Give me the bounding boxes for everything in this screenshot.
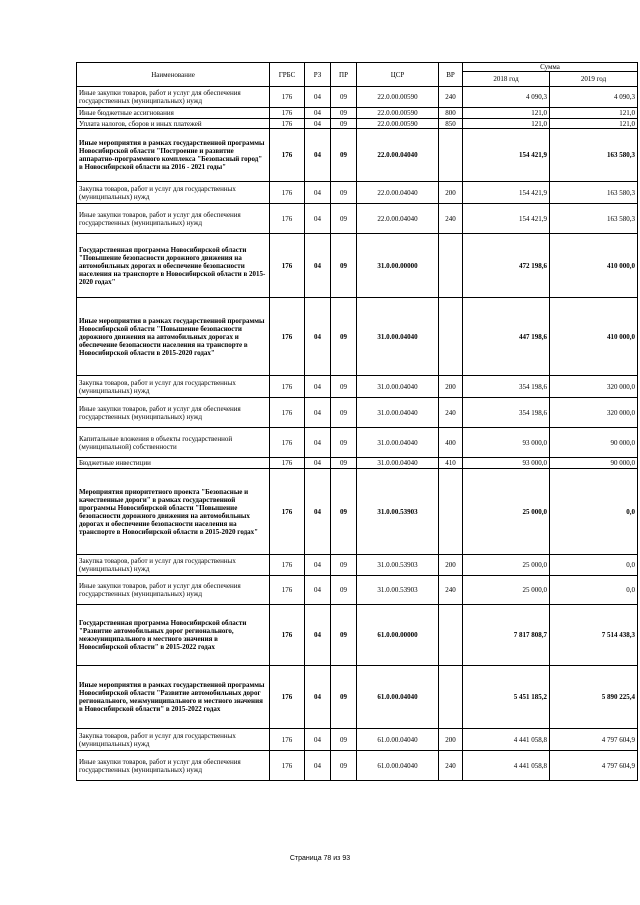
header-vr: ВР — [439, 63, 463, 87]
row-sum-2018: 154 421,9 — [463, 182, 550, 204]
row-sum-2019: 163 580,3 — [550, 204, 638, 234]
table-row — [77, 182, 638, 204]
row-name: Иные закупки товаров, работ и услуг для обеспечения государственных (муниципальных) нужд — [77, 398, 270, 428]
row-name: Иные бюджетные ассигнования — [77, 108, 270, 119]
table-row — [77, 666, 638, 729]
row-vr: 240 — [439, 87, 463, 108]
row-csr: 31.0.00.00000 — [357, 234, 439, 298]
row-vr — [439, 298, 463, 376]
row-vr: 200 — [439, 729, 463, 751]
row-sum-2018: 4 090,3 — [463, 87, 550, 108]
row-csr: 22.0.00.00590 — [357, 119, 439, 129]
row-sum-2019: 121,0 — [550, 119, 638, 129]
table-row — [77, 729, 638, 751]
row-pr: 09 — [331, 458, 357, 469]
row-sum-2019: 0,0 — [550, 555, 638, 576]
row-name: Мероприятия приоритетного проекта "Безопасные и качественные дороги" в рамках государственной программы Новосибирской области "Повышение безопасности дорожного движения на автомобильных дорогах и обеспечение безопасности населения на транспорте в Новосибирской области в 2015-2020 годах" — [77, 469, 270, 555]
row-sum-2019: 7 514 438,3 — [550, 605, 638, 666]
page-footer: Страница 78 из 93 — [289, 855, 351, 862]
table-row — [77, 605, 638, 666]
row-rz: 04 — [305, 751, 331, 781]
row-pr: 09 — [331, 666, 357, 729]
row-grbs: 176 — [270, 182, 305, 204]
row-sum-2019: 90 000,0 — [550, 428, 638, 458]
row-csr: 31.0.00.04040 — [357, 398, 439, 428]
row-name: Государственная программа Новосибирской области "Повышение безопасности дорожного движения на автомобильных дорогах и обеспечение безопасности населения на транспорте в Новосибирской области в 2015-2020 годах" — [77, 234, 270, 298]
row-sum-2019: 163 580,3 — [550, 182, 638, 204]
row-name: Капитальные вложения в объекты государственной (муниципальной) собственности — [77, 428, 270, 458]
table-row — [77, 555, 638, 576]
row-pr: 09 — [331, 398, 357, 428]
row-rz: 04 — [305, 87, 331, 108]
row-sum-2018: 93 000,0 — [463, 428, 550, 458]
table-row — [77, 234, 638, 298]
row-vr: 240 — [439, 398, 463, 428]
row-grbs: 176 — [270, 119, 305, 129]
row-sum-2018: 121,0 — [463, 119, 550, 129]
row-pr: 09 — [331, 182, 357, 204]
table-row — [77, 751, 638, 781]
row-rz: 04 — [305, 376, 331, 398]
row-pr: 09 — [331, 119, 357, 129]
row-vr — [439, 666, 463, 729]
row-sum-2018: 121,0 — [463, 108, 550, 119]
table-row — [77, 376, 638, 398]
row-vr: 200 — [439, 182, 463, 204]
row-name: Иные мероприятия в рамках государственной программы Новосибирской области "Развитие автомобильных дорог регионального, межмуниципального и местного значения в Новосибирской области" в 2015-2022 годах — [77, 666, 270, 729]
row-csr: 22.0.00.00590 — [357, 87, 439, 108]
row-rz: 04 — [305, 469, 331, 555]
row-pr: 09 — [331, 428, 357, 458]
row-name: Иные закупки товаров, работ и услуг для обеспечения государственных (муниципальных) нужд — [77, 87, 270, 108]
row-csr: 31.0.00.04040 — [357, 458, 439, 469]
table-row — [77, 204, 638, 234]
row-name: Бюджетные инвестиции — [77, 458, 270, 469]
row-sum-2019: 121,0 — [550, 108, 638, 119]
row-pr: 09 — [331, 129, 357, 182]
row-rz: 04 — [305, 119, 331, 129]
row-sum-2018: 25 000,0 — [463, 469, 550, 555]
table-row — [77, 119, 638, 129]
row-grbs: 176 — [270, 298, 305, 376]
row-rz: 04 — [305, 108, 331, 119]
row-sum-2019: 90 000,0 — [550, 458, 638, 469]
row-vr: 240 — [439, 751, 463, 781]
row-sum-2019: 0,0 — [550, 576, 638, 605]
table-row — [77, 108, 638, 119]
row-vr — [439, 234, 463, 298]
row-grbs: 176 — [270, 555, 305, 576]
row-grbs: 176 — [270, 666, 305, 729]
row-csr: 22.0.00.04040 — [357, 129, 439, 182]
row-rz: 04 — [305, 605, 331, 666]
row-csr: 31.0.00.53903 — [357, 469, 439, 555]
table-row — [77, 469, 638, 555]
row-rz: 04 — [305, 428, 331, 458]
row-name: Закупка товаров, работ и услуг для государственных (муниципальных) нужд — [77, 182, 270, 204]
row-grbs: 176 — [270, 469, 305, 555]
row-sum-2019: 4 090,3 — [550, 87, 638, 108]
row-csr: 31.0.00.53903 — [357, 576, 439, 605]
row-pr: 09 — [331, 605, 357, 666]
row-csr: 31.0.00.04040 — [357, 428, 439, 458]
row-grbs: 176 — [270, 376, 305, 398]
budget-table — [76, 62, 638, 781]
row-rz: 04 — [305, 729, 331, 751]
row-name: Иные закупки товаров, работ и услуг для обеспечения государственных (муниципальных) нужд — [77, 751, 270, 781]
row-name: Государственная программа Новосибирской области "Развитие автомобильных дорог регионального, межмуниципального и местного значения в Новосибирской области" в 2015-2022 годах — [77, 605, 270, 666]
row-grbs: 176 — [270, 87, 305, 108]
row-grbs: 176 — [270, 108, 305, 119]
row-pr: 09 — [331, 469, 357, 555]
row-name: Уплата налогов, сборов и иных платежей — [77, 119, 270, 129]
row-sum-2019: 0,0 — [550, 469, 638, 555]
row-csr: 22.0.00.04040 — [357, 182, 439, 204]
row-rz: 04 — [305, 555, 331, 576]
row-sum-2019: 5 890 225,4 — [550, 666, 638, 729]
row-rz: 04 — [305, 234, 331, 298]
row-csr: 61.0.00.04040 — [357, 666, 439, 729]
row-sum-2018: 354 198,6 — [463, 376, 550, 398]
row-sum-2018: 25 000,0 — [463, 576, 550, 605]
row-grbs: 176 — [270, 458, 305, 469]
row-vr — [439, 605, 463, 666]
row-sum-2018: 25 000,0 — [463, 555, 550, 576]
row-vr — [439, 469, 463, 555]
row-rz: 04 — [305, 182, 331, 204]
row-csr: 61.0.00.04040 — [357, 751, 439, 781]
row-name: Иные закупки товаров, работ и услуг для обеспечения государственных (муниципальных) нужд — [77, 204, 270, 234]
row-rz: 04 — [305, 204, 331, 234]
row-rz: 04 — [305, 666, 331, 729]
header-2019: 2019 год — [550, 72, 638, 87]
row-rz: 04 — [305, 129, 331, 182]
row-grbs: 176 — [270, 234, 305, 298]
row-csr: 22.0.00.04040 — [357, 204, 439, 234]
row-sum-2018: 154 421,9 — [463, 129, 550, 182]
row-name: Иные мероприятия в рамках государственной программы Новосибирской области "Повышение безопасности дорожного движения на автомобильных дорогах и обеспечение безопасности населения на транспорте в Новосибирской области в 2015-2020 годах" — [77, 298, 270, 376]
header-rz: РЗ — [305, 63, 331, 87]
row-name: Иные мероприятия в рамках государственной программы Новосибирской области "Построение и развитие аппаратно-программного комплекса "Безопасный город" в Новосибирской области на 2016 - 2021 годы" — [77, 129, 270, 182]
row-vr: 410 — [439, 458, 463, 469]
row-grbs: 176 — [270, 204, 305, 234]
row-grbs: 176 — [270, 751, 305, 781]
row-csr: 31.0.00.04040 — [357, 298, 439, 376]
row-rz: 04 — [305, 298, 331, 376]
row-pr: 09 — [331, 751, 357, 781]
row-vr: 200 — [439, 376, 463, 398]
row-rz: 04 — [305, 458, 331, 469]
row-grbs: 176 — [270, 428, 305, 458]
row-pr: 09 — [331, 87, 357, 108]
row-sum-2019: 163 580,3 — [550, 129, 638, 182]
row-sum-2019: 410 000,0 — [550, 298, 638, 376]
table-row — [77, 576, 638, 605]
row-sum-2018: 472 198,6 — [463, 234, 550, 298]
row-grbs: 176 — [270, 398, 305, 428]
row-pr: 09 — [331, 555, 357, 576]
row-vr: 850 — [439, 119, 463, 129]
row-name: Закупка товаров, работ и услуг для государственных (муниципальных) нужд — [77, 376, 270, 398]
table-row — [77, 129, 638, 182]
row-sum-2018: 4 441 058,8 — [463, 729, 550, 751]
row-pr: 09 — [331, 729, 357, 751]
row-vr: 240 — [439, 204, 463, 234]
row-grbs: 176 — [270, 605, 305, 666]
row-sum-2019: 320 000,0 — [550, 376, 638, 398]
row-vr — [439, 129, 463, 182]
row-vr: 200 — [439, 555, 463, 576]
table-row — [77, 458, 638, 469]
row-sum-2019: 4 797 604,9 — [550, 729, 638, 751]
table-row — [77, 87, 638, 108]
row-sum-2018: 354 198,6 — [463, 398, 550, 428]
row-name: Закупка товаров, работ и услуг для государственных (муниципальных) нужд — [77, 729, 270, 751]
header-pr: ПР — [331, 63, 357, 87]
header-grbs: ГРБС — [270, 63, 305, 87]
row-sum-2019: 320 000,0 — [550, 398, 638, 428]
row-grbs: 176 — [270, 729, 305, 751]
row-csr: 31.0.00.53903 — [357, 555, 439, 576]
table-row — [77, 398, 638, 428]
row-sum-2018: 93 000,0 — [463, 458, 550, 469]
row-rz: 04 — [305, 398, 331, 428]
row-sum-2018: 5 451 185,2 — [463, 666, 550, 729]
table-header — [77, 63, 638, 87]
row-sum-2018: 4 441 058,8 — [463, 751, 550, 781]
row-pr: 09 — [331, 234, 357, 298]
row-vr: 240 — [439, 576, 463, 605]
row-pr: 09 — [331, 108, 357, 119]
row-csr: 22.0.00.00590 — [357, 108, 439, 119]
header-sum: Сумма — [463, 63, 638, 72]
row-csr: 61.0.00.04040 — [357, 729, 439, 751]
header-csr: ЦСР — [357, 63, 439, 87]
row-grbs: 176 — [270, 576, 305, 605]
row-sum-2018: 154 421,9 — [463, 204, 550, 234]
row-grbs: 176 — [270, 129, 305, 182]
header-2018: 2018 год — [463, 72, 550, 87]
row-csr: 61.0.00.00000 — [357, 605, 439, 666]
table-row — [77, 428, 638, 458]
row-vr: 400 — [439, 428, 463, 458]
header-name: Наименование — [77, 63, 270, 87]
row-name: Иные закупки товаров, работ и услуг для обеспечения государственных (муниципальных) нужд — [77, 576, 270, 605]
row-name: Закупка товаров, работ и услуг для государственных (муниципальных) нужд — [77, 555, 270, 576]
row-vr: 800 — [439, 108, 463, 119]
row-rz: 04 — [305, 576, 331, 605]
table-body — [77, 87, 638, 781]
row-pr: 09 — [331, 576, 357, 605]
row-pr: 09 — [331, 298, 357, 376]
row-sum-2018: 447 198,6 — [463, 298, 550, 376]
row-sum-2018: 7 817 808,7 — [463, 605, 550, 666]
row-sum-2019: 4 797 604,9 — [550, 751, 638, 781]
table-row — [77, 298, 638, 376]
row-csr: 31.0.00.04040 — [357, 376, 439, 398]
row-pr: 09 — [331, 376, 357, 398]
row-pr: 09 — [331, 204, 357, 234]
row-sum-2019: 410 000,0 — [550, 234, 638, 298]
